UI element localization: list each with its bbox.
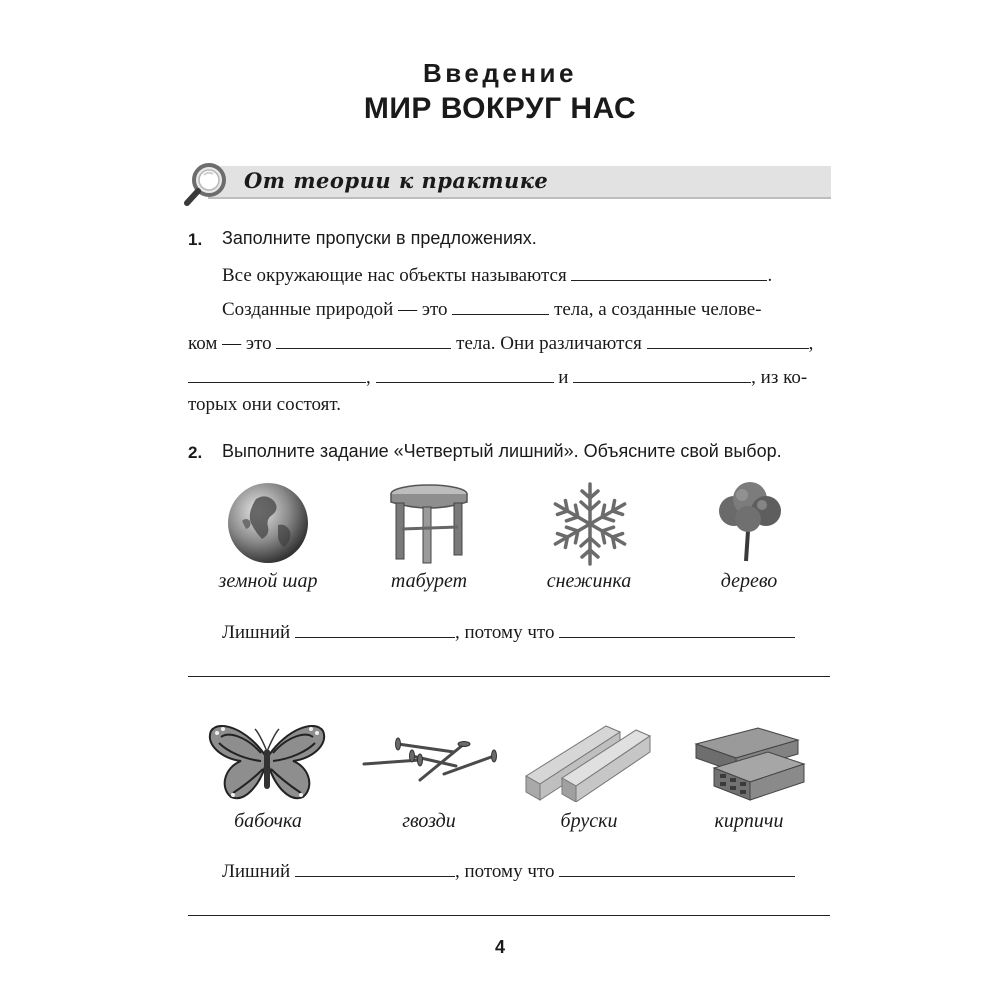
snowflake-picture (546, 481, 634, 567)
task1-line3-end: , (808, 333, 814, 354)
answer-blank[interactable] (559, 861, 795, 877)
odd-label: Лишний (222, 622, 291, 643)
task1-line2-text-a: Созданные природой — это (222, 299, 448, 320)
answer-blank[interactable] (452, 299, 549, 315)
magnifier-icon (182, 159, 232, 209)
answer-blank[interactable] (376, 367, 554, 383)
answer-blank[interactable] (559, 622, 795, 638)
wooden-bars-picture (522, 720, 654, 802)
caption-butterfly: бабочка (234, 810, 302, 832)
caption-wooden-bars: бруски (560, 810, 618, 832)
because-label: , потому что (454, 622, 555, 643)
page-number: 4 (494, 937, 505, 957)
task1-line3 (188, 333, 813, 355)
task1-line3-text-a: ком — это (188, 333, 272, 354)
odd-label: Лишний (222, 861, 291, 882)
nails-picture (358, 734, 498, 790)
task1-line4 (188, 367, 807, 389)
task1-line1-text: Все окружающие нас объекты называются (222, 265, 567, 286)
answer-blank[interactable] (295, 861, 455, 877)
task1-line1 (222, 265, 772, 287)
banner-title: От теории к практике (244, 168, 549, 193)
bricks-picture (694, 722, 806, 802)
task1-number: 1. (188, 230, 203, 249)
chapter-subtitle: МИР ВОКРУГ НАС (363, 92, 637, 125)
task1-line4-end: , из ко- (751, 367, 808, 388)
task1-line2-text-b: тела, а созданные челове- (554, 299, 762, 320)
group1-answer-line (222, 622, 795, 644)
stool-picture (388, 481, 470, 565)
answer-blank[interactable] (295, 622, 455, 638)
task1-line5: торых они состоят. (188, 394, 342, 415)
task1-line4-comma: , (366, 367, 371, 388)
group2-answer-line (222, 861, 795, 883)
butterfly-picture (207, 721, 327, 803)
answer-blank[interactable] (571, 265, 767, 281)
caption-snowflake: снежинка (546, 570, 632, 592)
task1-line3-text-b: тела. Они различаются (456, 333, 642, 354)
task1-prompt: Заполните пропуски в предложениях. (222, 228, 537, 248)
answer-rule[interactable] (188, 676, 830, 677)
answer-blank[interactable] (188, 367, 366, 383)
task2-prompt: Выполните задание «Четвертый лишний». Объясните свой выбор. (222, 441, 782, 461)
task2-number: 2. (188, 443, 203, 462)
globe-picture (226, 481, 310, 565)
answer-blank[interactable] (276, 333, 451, 349)
caption-globe: земной шар (218, 570, 318, 592)
caption-bricks: кирпичи (714, 810, 784, 832)
task1-line2 (222, 299, 761, 321)
task1-line1-end: . (767, 265, 773, 286)
caption-stool: табурет (390, 570, 468, 592)
answer-blank[interactable] (647, 333, 809, 349)
because-label: , потому что (454, 861, 555, 882)
caption-nails: гвозди (402, 810, 456, 832)
task1-line4-and: и (558, 367, 569, 388)
tree-picture (712, 481, 786, 563)
answer-rule[interactable] (188, 915, 830, 916)
section-banner (188, 163, 831, 203)
chapter-title: Введение (423, 58, 577, 88)
answer-blank[interactable] (573, 367, 751, 383)
caption-tree: дерево (720, 570, 778, 592)
